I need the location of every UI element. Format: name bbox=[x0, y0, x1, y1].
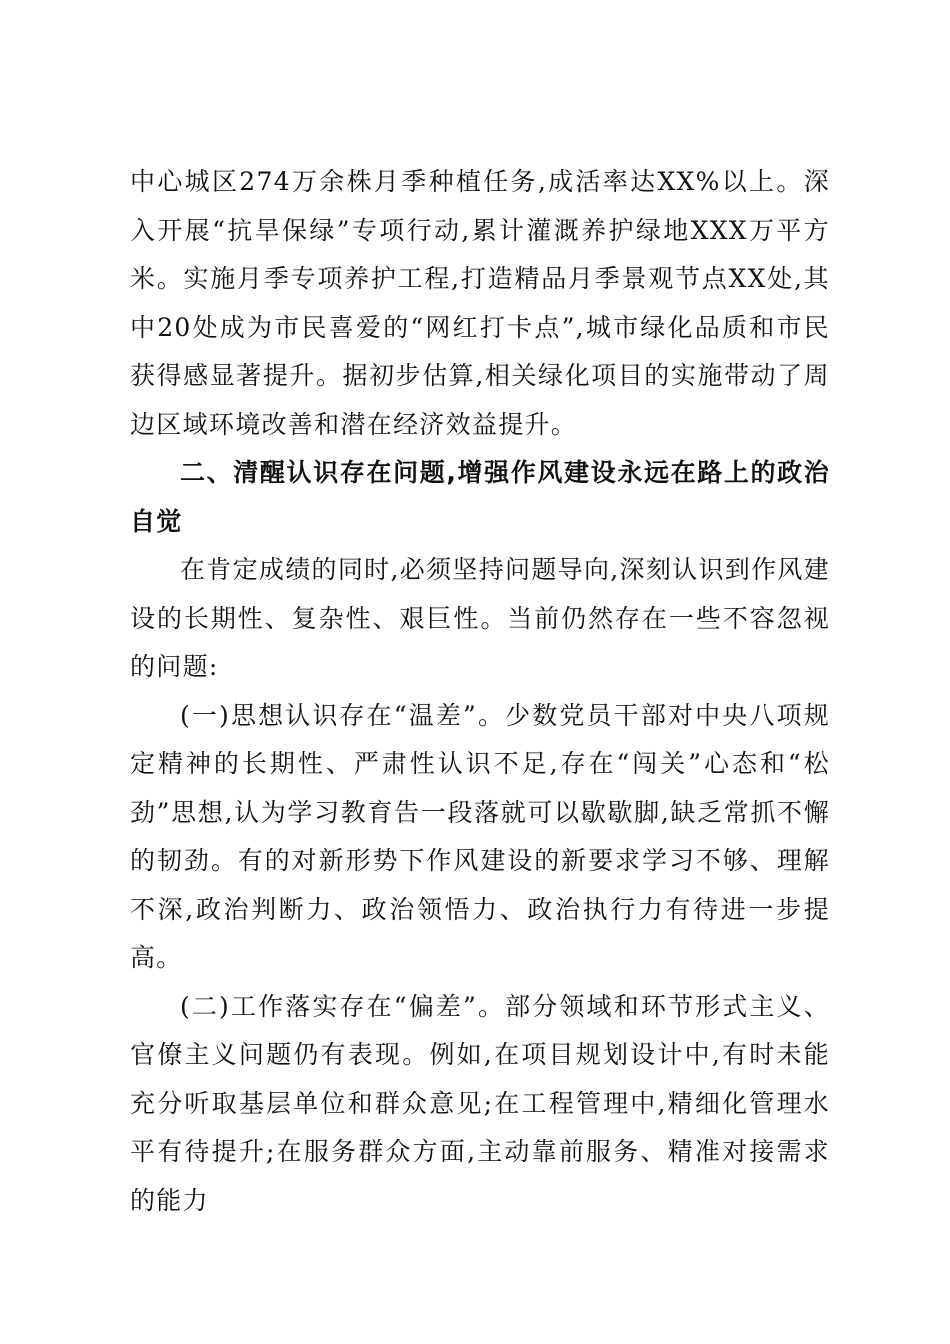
document-body bbox=[130, 158, 830, 1225]
paragraph-greening-results: 中心城区274万余株月季种植任务,成活率达XX%以上。深入开展“抗旱保绿”专项行动,累计灌溉养护绿地XXX万平方米。实施月季专项养护工程,打造精品月季景观节点XX处,其中20处成为市民喜爱的“网红打卡点”,城市绿化品质和市民获得感显著提升。据初步估算,相关绿化项目的实施带动了周边区域环境改善和潜在经济效益提升。 bbox=[130, 167, 830, 439]
paragraph-ideological-gap: (一)思想认识存在“温差”。少数党员干部对中央八项规定精神的长期性、严肃性认识不足,存在“闯关”心态和“松劲”思想,认为学习教育告一段落就可以歇歇脚,缺乏常抓不懈的韧劲。有的对新形势下作风建设的新要求学习不够、理解不深,政治判断力、政治领悟力、政治执行力有待进一步提高。 bbox=[130, 700, 830, 972]
paragraph-implementation-gap: (二)工作落实存在“偏差”。部分领域和环节形式主义、官僚主义问题仍有表现。例如,在项目规划设计中,有时未能充分听取基层单位和群众意见;在工程管理中,精细化管理水平有待提升;在服务群众方面,主动靠前服务、精准对接需求的能力 bbox=[130, 991, 830, 1215]
section-heading-2: 二、清醒认识存在问题,增强作风建设永远在路上的政治自觉 bbox=[130, 458, 830, 536]
paragraph-problems-intro: 在肯定成绩的同时,必须坚持问题导向,深刻认识到作风建设的长期性、复杂性、艰巨性。当前仍然存在一些不容忽视的问题: bbox=[130, 555, 830, 681]
